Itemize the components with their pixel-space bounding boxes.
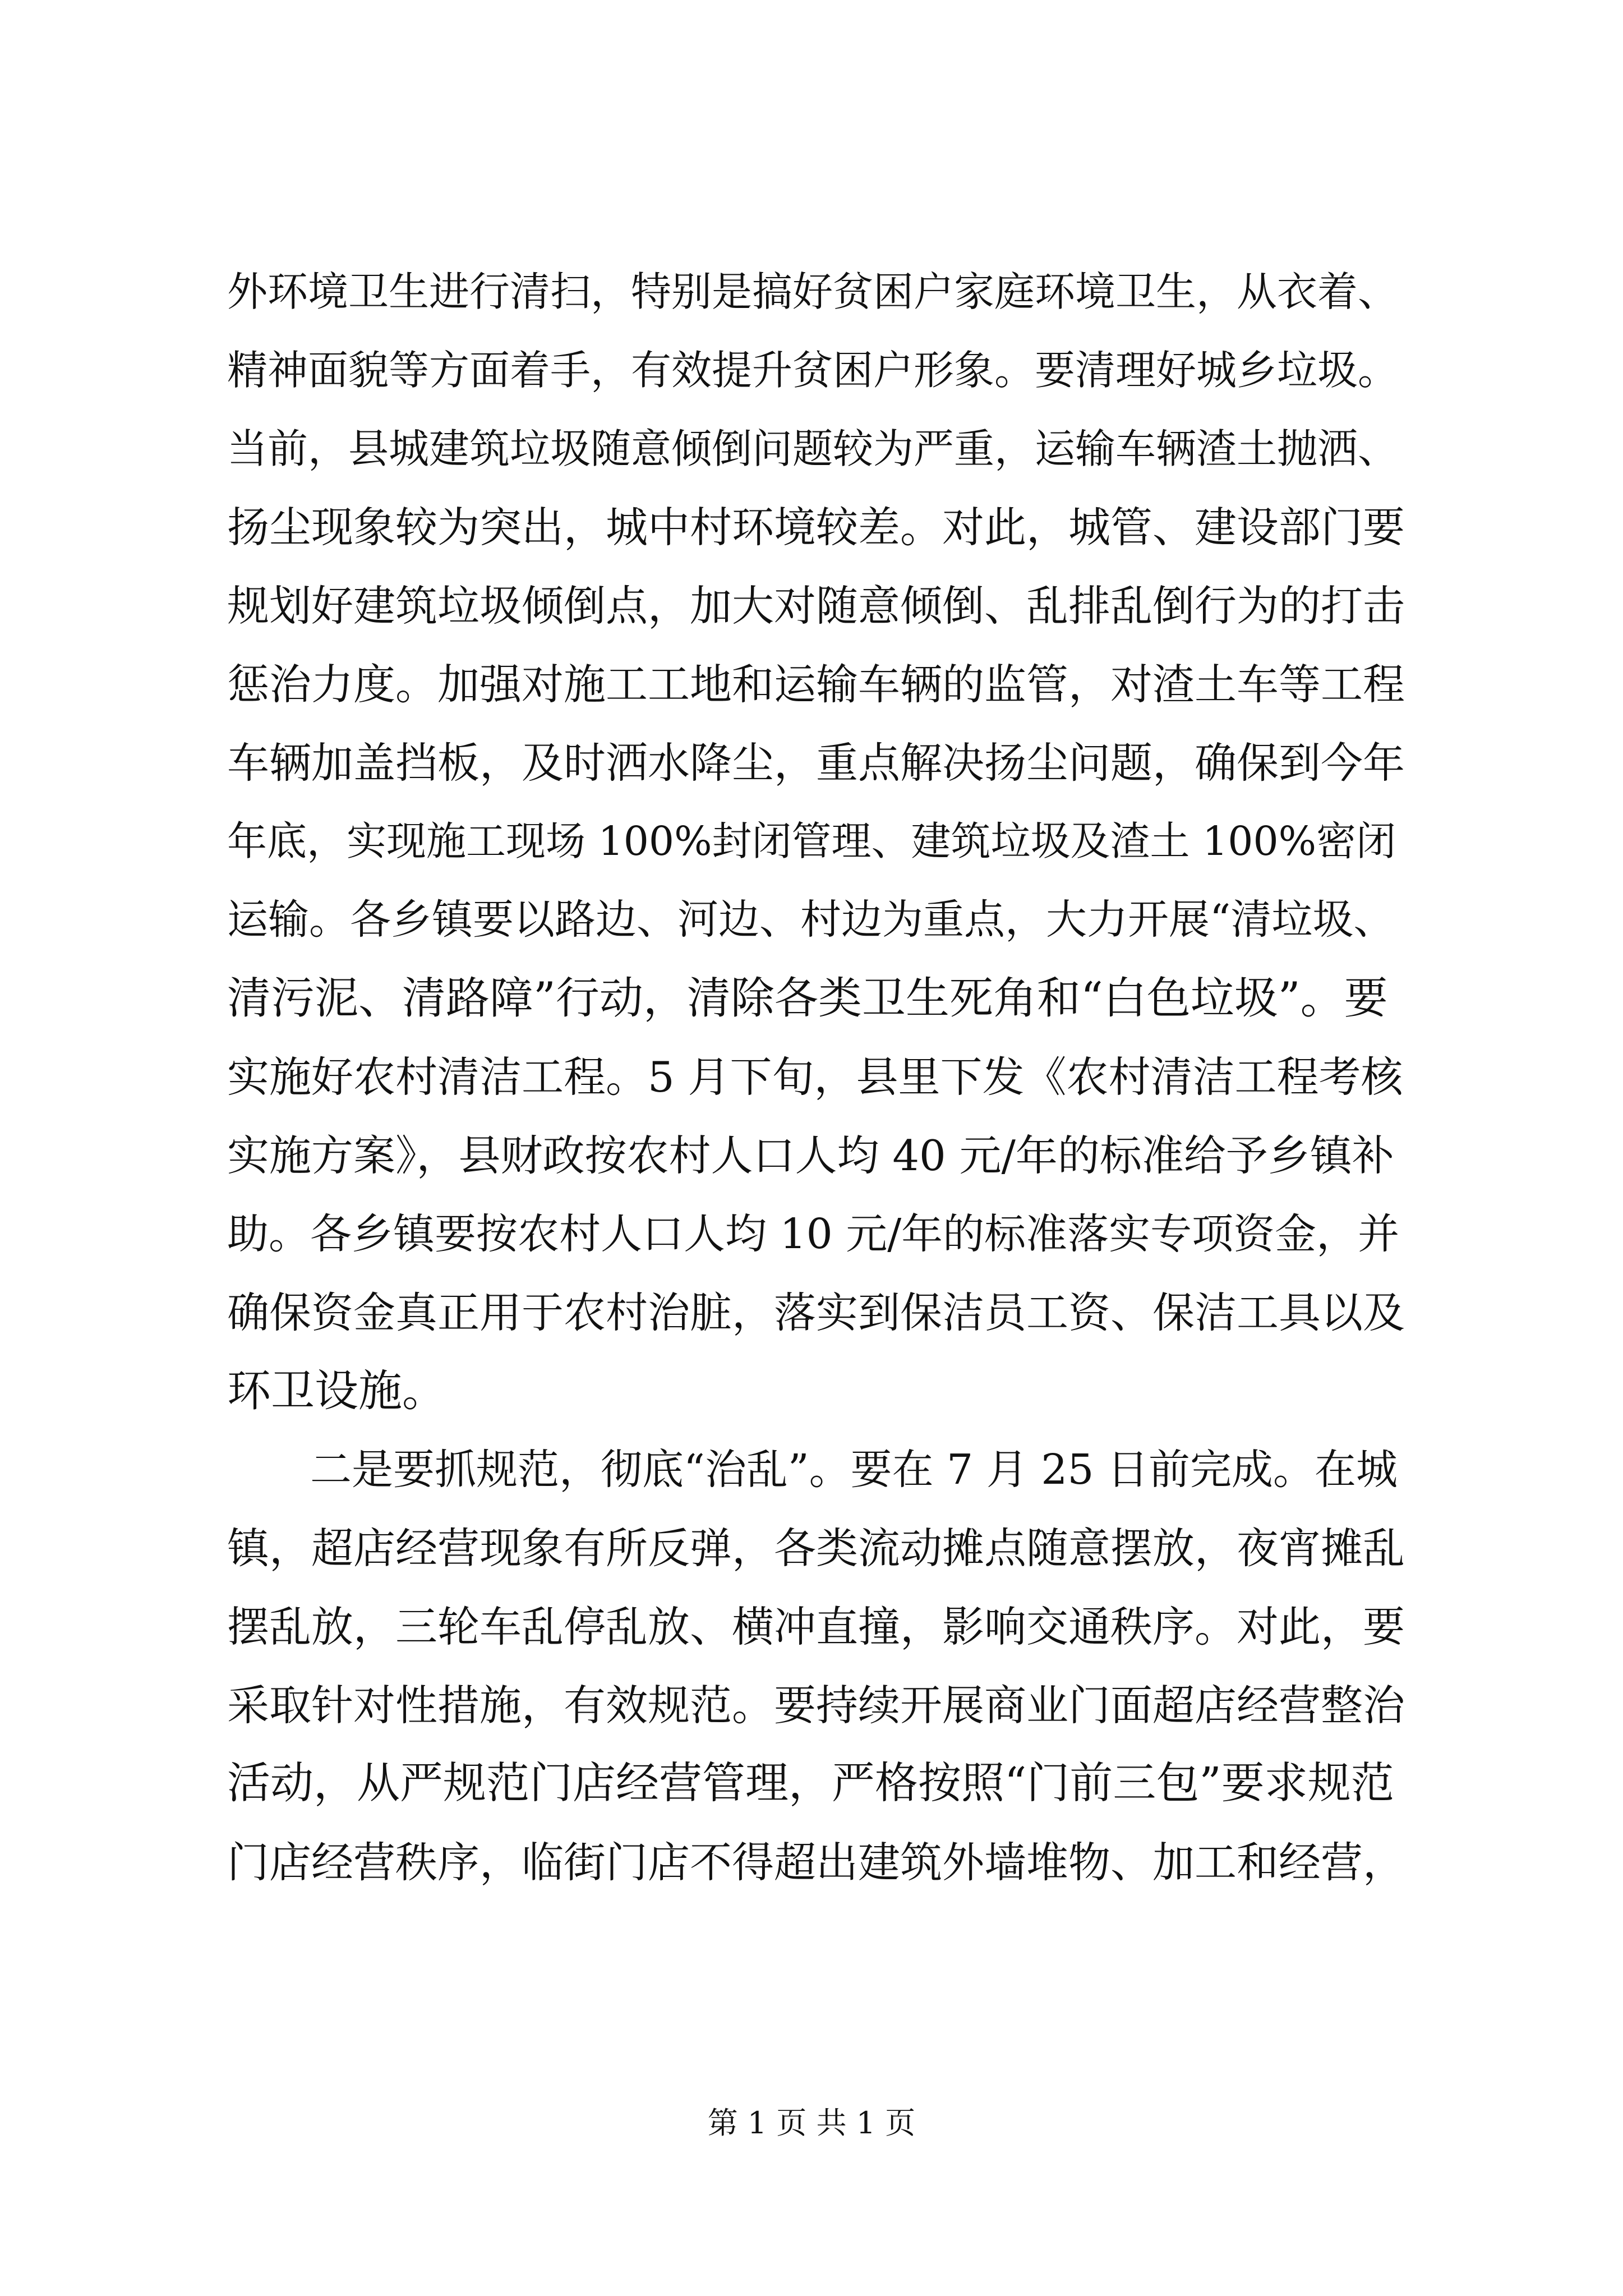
text-line: 摆乱放，三轮车乱停乱放、横冲直撞，影响交通秩序。对此，要 (227, 1602, 1405, 1651)
text-line: 扬尘现象较为突出，城中村环境较差。对此，城管、建设部门要 (227, 503, 1405, 552)
text-line: 助。各乡镇要按农村人口人均 10 元/年的标准落实专项资金，并 (227, 1210, 1400, 1258)
text-line: 当前，县城建筑垃圾随意倾倒问题较为严重，运输车辆渣土抛洒、 (227, 425, 1399, 472)
text-line: 运输。各乡镇要以路边、河边、村边为重点，大力开展“清垃圾、 (227, 896, 1395, 944)
text-line: 二是要抓规范，彻底“治乱”。要在 7 月 25 日前完成。在城 (227, 1446, 1398, 1494)
text-line: 实施方案》，县财政按农村人口人均 40 元/年的标准给予乡镇补 (227, 1131, 1394, 1180)
text-line: 确保资金真正用于农村治脏，落实到保洁员工资、保洁工具以及 (227, 1288, 1405, 1337)
text-line: 门店经营秩序，临街门店不得超出建筑外墙堆物、加工和经营， (227, 1838, 1405, 1887)
text-line: 精神面貌等方面着手，有效提升贫困户形象。要清理好城乡垃圾。 (227, 347, 1399, 394)
text-line: 外环境卫生进行清扫，特别是搞好贫困户家庭环境卫生，从衣着、 (227, 268, 1399, 315)
text-line: 镇，超店经营现象有所反弹，各类流动摊点随意摆放，夜宵摊乱 (227, 1524, 1405, 1573)
text-line: 年底，实现施工现场 100%封闭管理、建筑垃圾及渣土 100%密闭 (227, 818, 1396, 864)
text-line: 活动，从严规范门店经营管理，严格按照“门前三包”要求规范 (227, 1759, 1394, 1809)
text-line: 惩治力度。加强对施工工地和运输车辆的监管，对渣土车等工程 (227, 660, 1405, 709)
page-footer: 第 1 页 共 1 页 (707, 2105, 916, 2141)
text-line: 实施好农村清洁工程。5 月下旬，县里下发《农村清洁工程考核 (227, 1052, 1403, 1102)
text-line: 规划好建筑垃圾倾倒点，加大对随意倾倒、乱排乱倒行为的打击 (227, 581, 1405, 631)
text-line: 车辆加盖挡板，及时洒水降尘，重点解决扬尘问题，确保到今年 (227, 738, 1405, 788)
text-line: 环卫设施。 (227, 1366, 446, 1416)
text-line: 清污泥、清路障”行动，清除各类卫生死角和“白色垃圾”。要 (227, 973, 1388, 1024)
text-line: 采取针对性措施，有效规范。要持续开展商业门面超店经营整治 (227, 1681, 1405, 1730)
